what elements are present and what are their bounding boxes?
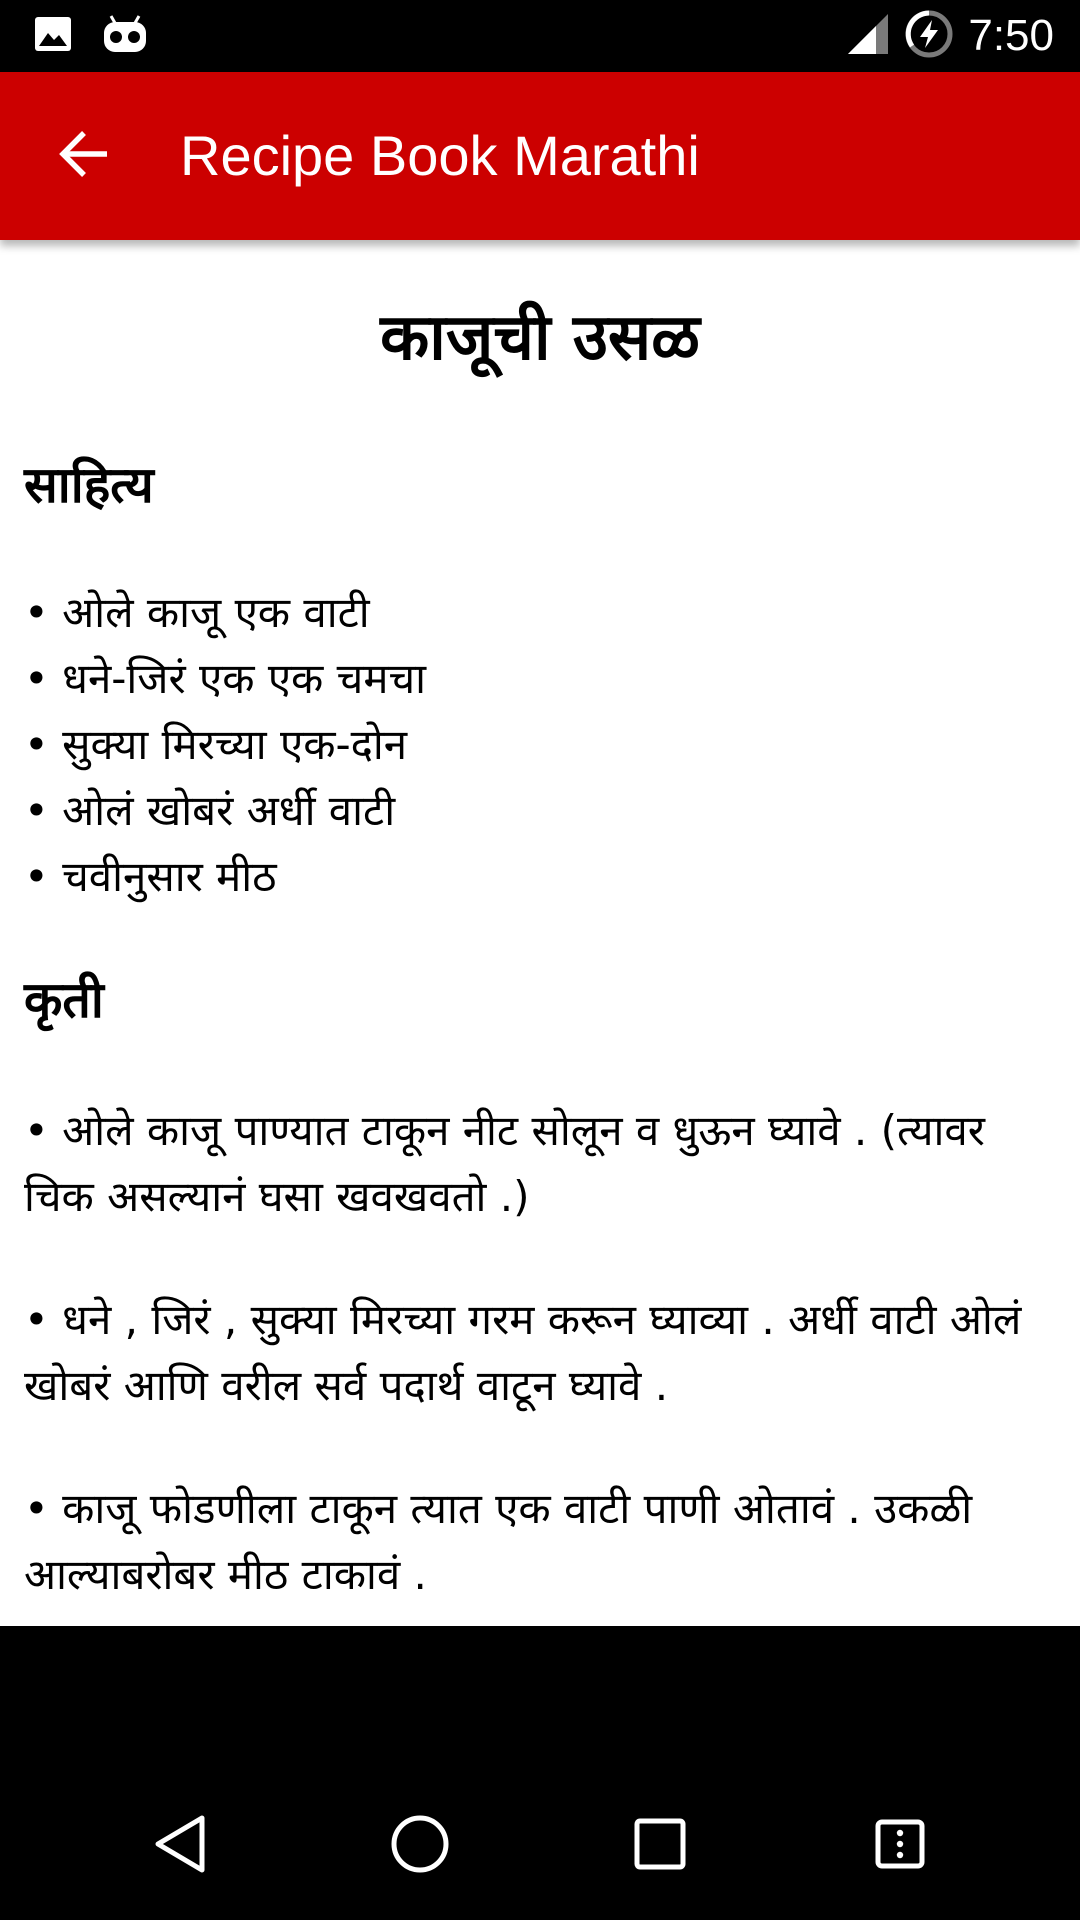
nav-menu-button[interactable] — [860, 1806, 940, 1886]
status-time: 7:50 — [968, 11, 1054, 60]
cell-signal-icon — [844, 12, 890, 60]
battery-charging-icon — [904, 9, 954, 63]
android-debug-icon — [102, 14, 148, 58]
ingredient-item: • ओलं खोबरं अर्धी वाटी — [24, 786, 396, 835]
method-step: • काजू फोडणीला टाकून त्यात एक वाटी पाणी ओतावं . उकळी आल्याबरोबर मीठ टाकावं . — [24, 1484, 973, 1599]
back-button[interactable] — [44, 116, 124, 196]
method-steps — [24, 1098, 1056, 1626]
status-bar — [0, 0, 1080, 72]
nav-recents-icon — [632, 1816, 688, 1876]
nav-home-icon — [388, 1812, 452, 1880]
nav-home-button[interactable] — [380, 1806, 460, 1886]
recipe-title: काजूची उसळ — [380, 301, 700, 375]
method-step: • धने , जिरं , सुक्या मिरच्या गरम करून घ्याव्या . अर्धी वाटी ओलं खोबरं आणि वरील सर्व पदार्थ वाटून घ्यावे . — [24, 1295, 1022, 1410]
nav-back-icon — [150, 1812, 210, 1880]
method-heading: कृती — [24, 971, 104, 1029]
image-icon — [34, 16, 72, 56]
ingredient-item: • सुक्या मिरच्या एक-दोन — [24, 720, 408, 769]
status-left — [34, 16, 148, 56]
nav-menu-icon — [874, 1818, 926, 1874]
method-step: • ओले काजू पाण्यात टाकून नीट सोलून व धुऊन घ्यावे . (त्यावर चिक असल्यानं घसा खवखवतो .) — [24, 1106, 985, 1221]
ingredients-list — [24, 580, 1056, 910]
ingredients-heading: साहित्य — [24, 456, 154, 514]
app-bar — [0, 72, 1080, 240]
nav-recents-button[interactable] — [620, 1806, 700, 1886]
app-title: Recipe Book Marathi — [180, 124, 700, 187]
ingredient-item: • चवीनुसार मीठ — [24, 852, 277, 901]
recipe-content[interactable] — [0, 240, 1080, 1626]
ingredient-item: • ओले काजू एक वाटी — [24, 588, 370, 637]
ingredient-item: • धने-जिरं एक एक चमचा — [24, 654, 426, 703]
status-right — [844, 10, 1054, 62]
back-arrow-icon — [57, 127, 111, 185]
nav-back-button[interactable] — [140, 1806, 220, 1886]
